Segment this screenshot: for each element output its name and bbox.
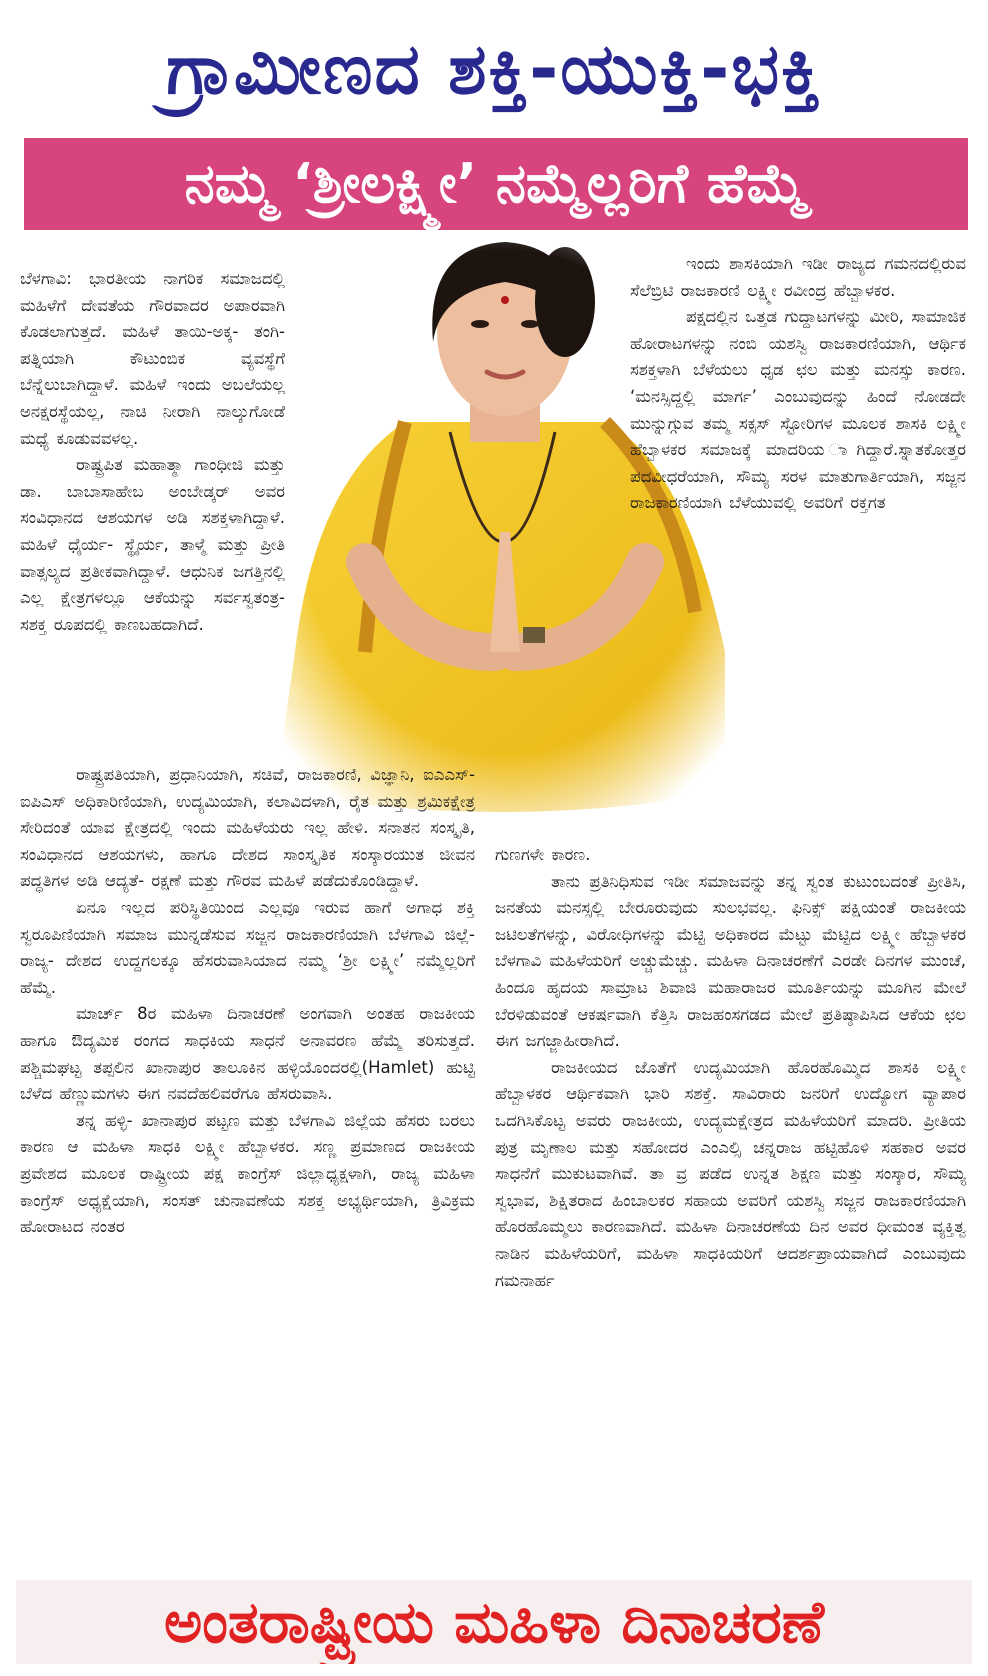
article-column-right-top <box>630 251 966 517</box>
article-paragraph: ರಾಷ್ಟ್ರಪತಿಯಾಗಿ, ಪ್ರಧಾನಿಯಾಗಿ, ಸಚಿವೆ, ರಾಜಕಾರಣಿ, ವಿಜ್ಞಾನಿ, ಐಎಎಸ್-ಐಪಿಎಸ್ ಅಧಿಕಾರಿಣಿಯಾಗಿ, ಉದ್ಯಮಿಯಾಗಿ, ಕಲಾವಿದಳಾಗಿ, ರೈತ ಮತ್ತು ಶ್ರಮಿಕಕ್ಷೇತ್ರ ಸೇರಿದಂತೆ ಯಾವ ಕ್ಷೇತ್ರದಲ್ಲಿ ಇಂದು ಮಹಿಳೆಯರು ಇಲ್ಲ ಹೇಳಿ. ಸನಾತನ ಸಂಸ್ಕೃತಿ, ಸಂವಿಧಾನದ ಆಶಯಗಳು, ಹಾಗೂ ದೇಶದ ಸಾಂಸ್ಕೃತಿಕ ಸಂಸ್ಕಾರಯುತ ಜೀವನ ಪದ್ಧತಿಗಳ ಅಡಿ ಆದ್ಯತೆ- ರಕ್ಷಣೆ ಮತ್ತು ಗೌರವ ಮಹಿಳೆ ಪಡೆದುಕೊಂಡಿದ್ದಾಳೆ. <box>20 765 475 891</box>
article-paragraph: ರಾಜಕೀಯದ ಜೊತೆಗೆ ಉದ್ಯಮಿಯಾಗಿ ಹೊರಹೊಮ್ಮಿದ ಶಾಸಕಿ ಲಕ್ಷ್ಮೀ ಹೆಬ್ಬಾಳಕರ ಆರ್ಥಿಕವಾಗಿ ಭಾರಿ ಸಶಕ್ತೆ. ಸಾವಿರಾರು ಜನರಿಗೆ ಉದ್ಯೋಗ ವ್ಯಾಪಾರ ಒದಗಿಸಿಕೊಟ್ಟ ಅವರು ರಾಜಕೀಯ, ಉದ್ಯಮಕ್ಷೇತ್ರದ ಮಹಿಳೆಯರಿಗೆ ಮಾದರಿ. ಪ್ರೀತಿಯ ಪುತ್ರ ಮೃಣಾಲ ಮತ್ತು ಸಹೋದರ ಎಂಎಲ್ಸಿ ಚನ್ನರಾಜ ಹಟ್ಟಿಹೊಳಿ ಸಹಕಾರ ಅವರ ಸಾಧನೆಗೆ ಮುಕುಟವಾಗಿವೆ. ತಾ ವ್ರ ಪಡೆದ ಉನ್ನತ ಶಿಕ್ಷಣ ಮತ್ತು ಸಂಸ್ಕಾರ, ಸೌಮ್ಯ ಸ್ವಭಾವ, ಶಿಕ್ಷಿತರಾದ ಹಿಂಬಾಲಕರ ಸಹಾಯ ಅವರಿಗೆ ಯಶಸ್ವಿ ಸಜ್ಜನ ರಾಜಕಾರಣಿಯಾಗಿ ಹೊರಹೊಮ್ಮಲು ಕಾರಣವಾಗಿದೆ. ಮಹಿಳಾ ದಿನಾಚರಣೆಯ ದಿನ ಅವರ ಧೀಮಂತ ವ್ಯಕ್ತಿತ್ವ ನಾಡಿನ ಮಹಿಳೆಯರಿಗೆ, ಮಹಿಳಾ ಸಾಧಕಿಯರಿಗೆ ಆದರ್ಶಪ್ರಾಯವಾಗಿದೆ ಎಂಬುವುದು ಗಮನಾರ್ಹ <box>495 1057 966 1290</box>
sub-headline-banner: ನಮ್ಮ ‘ಶ್ರೀಲಕ್ಷ್ಮೀ’ ನಮ್ಮೆಲ್ಲರಿಗೆ ಹೆಮ್ಮೆ <box>24 138 968 230</box>
article-paragraph: ಇಂದು ಶಾಸಕಿಯಾಗಿ ಇಡೀ ರಾಜ್ಯದ ಗಮನದಲ್ಲಿರುವ ಸೆಲೆಬ್ರಿಟಿ ರಾಜಕಾರಣಿ ಲಕ್ಷ್ಮೀ ರವೀಂದ್ರ ಹೆಬ್ಬಾಳಕರ. <box>630 254 966 300</box>
article-paragraph: ತನ್ನ ಹಳ್ಳಿ- ಖಾನಾಪುರ ಪಟ್ಟಣ ಮತ್ತು ಬೆಳಗಾವಿ ಜಿಲ್ಲೆಯ ಹೆಸರು ಬರಲು ಕಾರಣ ಆ ಮಹಿಳಾ ಸಾಧಕಿ ಲಕ್ಷ್ಮೀ ಹೆಬ್ಬಾಳಕರ. ಸಣ್ಣ ಪ್ರಮಾಣದ ರಾಜಕೀಯ ಪ್ರವೇಶದ ಮೂಲಕ ರಾಷ್ಟ್ರೀಯ ಪಕ್ಷ ಕಾಂಗ್ರೆಸ್ ಜಿಲ್ಲಾಧ್ಯಕ್ಷಳಾಗಿ, ರಾಜ್ಯ ಮಹಿಳಾ ಕಾಂಗ್ರೆಸ್ ಅಧ್ಯಕ್ಷೆಯಾಗಿ, ಸಂಸತ್ ಚುನಾವಣೆಯ ಸಶಕ್ತ ಅಭ್ಯರ್ಥಿಯಾಗಿ, ತ್ರಿವಿಕ್ರಮ ಹೋರಾಟದ ನಂತರ <box>20 1110 475 1237</box>
article-paragraph: ತಾನು ಪ್ರತಿನಿಧಿಸುವ ಇಡೀ ಸಮಾಜವನ್ನು ತನ್ನ ಸ್ವಂತ ಕುಟುಂಬದಂತೆ ಪ್ರೀತಿಸಿ, ಜನತೆಯ ಮನಸ್ಸಲ್ಲಿ ಬೇರೂರುವುದು ಸುಲಭವಲ್ಲ. ಫಿನಿಕ್ಸ್ ಪಕ್ಷಿಯಂತೆ ರಾಜಕೀಯ ಜಟಿಲತೆಗಳನ್ನು, ವಿರೋಧಿಗಳನ್ನು ಮೆಟ್ಟಿ ಅಧಿಕಾರದ ಮೆಟ್ಟು ಮೆಟ್ಟಿದ ಲಕ್ಷ್ಮೀ ಹೆಬ್ಬಾಳಕರ ಬೆಳಗಾವಿ ಮಹಿಳೆಯರಿಗೆ ಅಚ್ಚುಮೆಚ್ಚು. ಮಹಿಳಾ ದಿನಾಚರಣೆಗೆ ಎರಡೇ ದಿನಗಳ ಮುಂಚೆ, ಹಿಂದೂ ಹೃದಯ ಸಾಮ್ರಾಟ ಶಿವಾಜಿ ಮಹಾರಾಜರ ಮೂರ್ತಿಯನ್ನು ಮೂಗಿನ ಮೇಲೆ ಬೆರಳಿಡುವಂತೆ ಆಕರ್ಷವಾಗಿ ಕೆತ್ತಿಸಿ ರಾಜಹಂಸಗಡದ ಮೇಲೆ ಪ್ರತಿಷ್ಠಾಪಿಸಿದ ಆಕೆಯ ಛಲ ಈಗ ಜಗಜ್ಜಾಹೀರಾಗಿದೆ. <box>495 871 966 1051</box>
article-paragraph: ಮಾರ್ಚ್ 8ರ ಮಹಿಳಾ ದಿನಾಚರಣೆ ಅಂಗವಾಗಿ ಅಂತಹ ರಾಜಕೀಯ ಹಾಗೂ ಔದ್ಯಮಿಕ ರಂಗದ ಸಾಧಕಿಯ ಸಾಧನೆ ಅನಾವರಣ ಹೆಮ್ಮೆ ತರಿಸುತ್ತದೆ. ಪಶ್ಚಿಮಘಟ್ಟ ತಪ್ಪಲಿನ ಖಾನಾಪುರ ತಾಲೂಕಿನ ಹಳ್ಳಿಯೊಂದರಲ್ಲಿ(Hamlet) ಹುಟ್ಟಿ ಬೆಳೆದ ಹೆಣ್ಣುಮಗಳು ಈಗ ನವದೆಹಲಿವರೆಗೂ ಹೆಸರುವಾಸಿ. <box>20 1004 475 1104</box>
article-paragraph: ಏನೂ ಇಲ್ಲದ ಪರಿಸ್ಥಿತಿಯಿಂದ ಎಲ್ಲವೂ ಇರುವ ಹಾಗೆ ಅಗಾಧ ಶಕ್ತಿ ಸ್ವರೂಪಿಣಿಯಾಗಿ ಸಮಾಜ ಮುನ್ನಡೆಸುವ ಸಜ್ಜನ ರಾಜಕಾರಣಿಯಾಗಿ ಬೆಳಗಾವಿ ಜಿಲ್ಲೆ- ರಾಜ್ಯ- ದೇಶದ ಉದ್ದಗಲಕ್ಕೂ ಹೆಸರುವಾಸಿಯಾದ ನಮ್ಮ ‘ಶ್ರೀ ಲಕ್ಷ್ಮೀ’ ನಮ್ಮೆಲ್ಲರಿಗೆ ಹೆಮ್ಮೆ. <box>20 897 475 997</box>
article-paragraph: ಗುಣಗಳೇ ಕಾರಣ. <box>495 845 591 864</box>
article-column-right <box>495 842 966 1294</box>
headline: ಗ್ರಾಮೀಣದ ಶಕ್ತಿ-ಯುಕ್ತಿ-ಭಕ್ತಿ <box>166 28 822 110</box>
article-paragraph: ರಾಷ್ಟ್ರಪಿತ ಮಹಾತ್ಮಾ ಗಾಂಧೀಜಿ ಮತ್ತು ಡಾ. ಬಾಬಾಸಾಹೇಬ ಅಂಬೇಡ್ಕರ್ ಅವರ ಸಂವಿಧಾನದ ಆಶಯಗಳ ಅಡಿ ಸಶಕ್ತಳಾಗಿದ್ದಾಳೆ. ಮಹಿಳೆ ಧೈರ್ಯ- ಸ್ಥೈರ್ಯ, ತಾಳ್ಮೆ ಮತ್ತು ಪ್ರೀತಿ ವಾತ್ಸಲ್ಯದ ಪ್ರತೀಕವಾಗಿದ್ದಾಳೆ. ಆಧುನಿಕ ಜಗತ್ತಿನಲ್ಲಿ ಎಲ್ಲ ಕ್ಷೇತ್ರಗಳಲ್ಲೂ ಆಕೆಯನ್ನು ಸರ್ವಸ್ವತಂತ್ರ- ಸಶಕ್ತ ರೂಪದಲ್ಲಿ ಕಾಣಬಹದಾಗಿದೆ. <box>20 455 285 634</box>
article-column-left-top <box>20 266 285 638</box>
article-column-left <box>20 762 475 1241</box>
footer-banner: ಅಂತರಾಷ್ಟ್ರೀಯ ಮಹಿಳಾ ದಿನಾಚರಣೆ <box>16 1580 972 1664</box>
article-paragraph: ಪಕ್ಷದಲ್ಲಿನ ಒತ್ತಡ ಗುದ್ದಾಟಗಳನ್ನು ಮೀರಿ, ಸಾಮಾಜಿಕ ಹೋರಾಟಗಳನ್ನು ನಂಬಿ ಯಶಸ್ವಿ ರಾಜಕಾರಣಿಯಾಗಿ, ಆರ್ಥಿಕ ಸಶಕ್ತಳಾಗಿ ಬೆಳೆಯಲು ಧೃಡ ಛಲ ಮತ್ತು ಮನಸ್ಸು ಕಾರಣ. ‘ಮನಸ್ಸಿದ್ದಲ್ಲಿ ಮಾರ್ಗ’ ಎಂಬುವುದನ್ನು ಹಿಂದೆ ನೋಡದೇ ಮುನ್ನುಗ್ಗುವ ತಮ್ಮ ಸಕ್ಸಸ್ ಸ್ಟೋರಿಗಳ ಮೂಲಕ ಶಾಸಕಿ ಲಕ್ಷ್ಮೀ ಹೆಬ್ಬಾಳಕರ ಸಮಾಜಕ್ಕೆ ಮಾದರಿಯ ಾಗಿದ್ದಾರೆ.ಸ್ನಾತಕೋತ್ತರ ಪದವೀಧರೆಯಾಗಿ, ಸೌಮ್ಯ ಸರಳ ಮಾತುಗಾರ್ತಿಯಾಗಿ, ಸಜ್ಜನ ರಾಜಕಾರಣಿಯಾಗಿ ಬೆಳೆಯುವಲ್ಲಿ ಅವರಿಗೆ ರಕ್ತಗತ <box>630 307 966 513</box>
article-paragraph: ಬೆಳಗಾವಿ: ಭಾರತೀಯ ನಾಗರಿಕ ಸಮಾಜದಲ್ಲಿ ಮಹಿಳೆಗೆ ದೇವತೆಯ ಗೌರವಾದರ ಅಪಾರವಾಗಿ ಕೊಡಲಾಗುತ್ತದೆ. ಮಹಿಳೆ ತಾಯಿ-ಅಕ್ಕ- ತಂಗಿ- ಪತ್ನಿಯಾಗಿ ಕೌಟುಂಬಿಕ ವ್ಯವಸ್ಥೆಗೆ ಬೆನ್ನೆಲುಬಾಗಿದ್ದಾಳೆ. ಮಹಿಳೆ ಇಂದು ಅಬಲೆಯಲ್ಲ ಅನಕ್ಷರಸ್ಥೆಯಲ್ಲ, ನಾಚಿ ನೀರಾಗಿ ನಾಲ್ಕುಗೋಡೆ ಮಧ್ಯೆ ಕೂಡುವವಳಲ್ಲ. <box>20 269 285 448</box>
